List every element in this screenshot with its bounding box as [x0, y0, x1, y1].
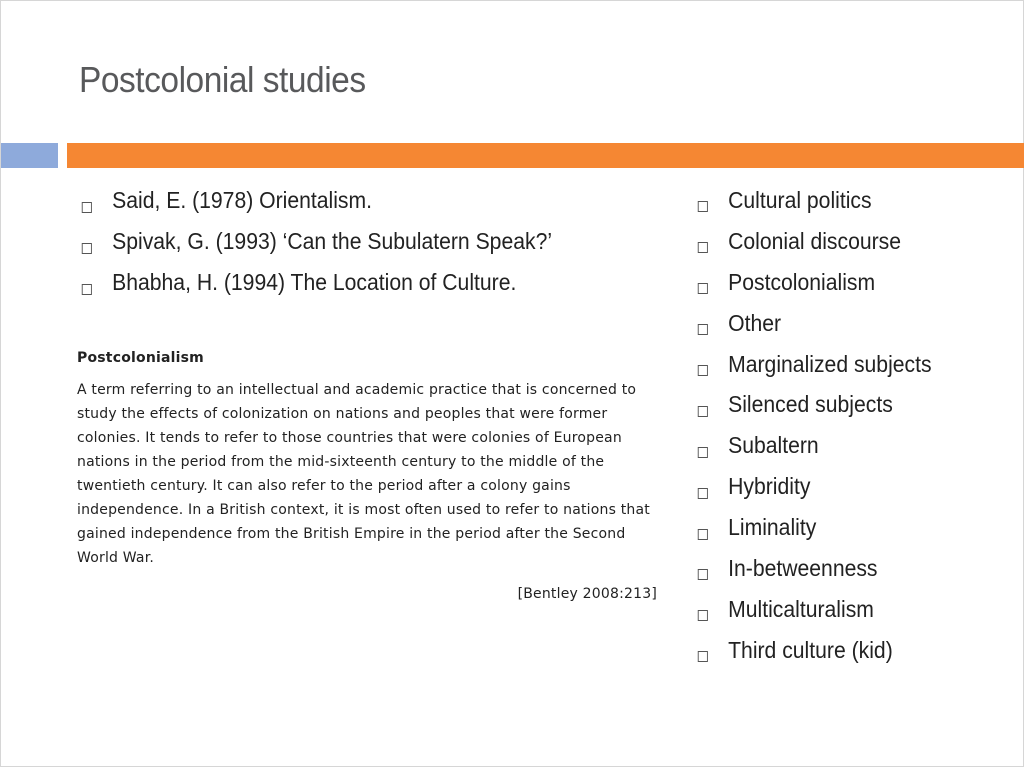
square-bullet-icon [698, 324, 708, 335]
term-item [695, 349, 932, 390]
term-item [695, 430, 932, 471]
term-text: Multicalturalism [728, 595, 874, 622]
reference-item [79, 267, 552, 308]
reference-item [79, 226, 552, 267]
term-list [695, 185, 952, 676]
term-text: Colonial discourse [728, 227, 902, 254]
square-bullet-icon [82, 284, 92, 295]
definition-heading: Postcolonialism [77, 350, 204, 366]
term-item [695, 553, 932, 594]
reference-text: Bhabha, H. (1994) The Location of Culture. [112, 269, 517, 295]
reference-text: Said, E. (1978) Orientalism. [112, 187, 373, 213]
reference-item [79, 185, 552, 226]
term-item [695, 389, 932, 430]
definition-block [77, 350, 661, 602]
square-bullet-icon [698, 569, 708, 580]
term-text: Silenced subjects [728, 391, 893, 418]
term-text: Subaltern [728, 432, 819, 459]
term-text: In-betweenness [728, 555, 878, 582]
term-item [695, 308, 932, 349]
square-bullet-icon [698, 488, 708, 499]
accent-bar-orange [67, 143, 1024, 168]
term-text: Postcolonialism [728, 268, 876, 295]
square-bullet-icon [698, 201, 708, 212]
square-bullet-icon [698, 406, 708, 417]
square-bullet-icon [698, 529, 708, 540]
term-text: Third culture (kid) [728, 636, 893, 663]
term-item [695, 635, 932, 676]
square-bullet-icon [698, 283, 708, 294]
accent-bar-blue [1, 143, 58, 168]
slide-title: Postcolonial studies [79, 59, 366, 100]
definition-body: A term referring to an intellectual and academic practice that is concerned to study the effects of colonization on nations and peoples that were former colonies. It tends to refer to those countries that were colonies of European nations in the period from the mid-sixteenth century to the middle of the twentieth century. It can also refer to the period after a colony gains independence. In a British context, it is most often used to refer to nations that gained independence from the British Empire in the period after the Second World War. [77, 382, 650, 566]
term-item [695, 267, 932, 308]
term-item [695, 594, 932, 635]
term-text: Hybridity [728, 473, 811, 500]
square-bullet-icon [82, 243, 92, 254]
square-bullet-icon [82, 202, 92, 213]
reference-text: Spivak, G. (1993) ‘Can the Subulatern Speak?’ [112, 228, 553, 254]
definition-source: [Bentley 2008:213] [517, 586, 657, 602]
term-text: Marginalized subjects [728, 350, 932, 377]
term-item [695, 512, 932, 553]
reference-list [79, 185, 593, 308]
square-bullet-icon [698, 610, 708, 621]
term-item [695, 471, 932, 512]
term-text: Other [728, 309, 782, 336]
term-text: Liminality [728, 514, 817, 541]
square-bullet-icon [698, 365, 708, 376]
term-item [695, 226, 932, 267]
term-text: Cultural politics [728, 187, 872, 213]
square-bullet-icon [698, 447, 708, 458]
term-item [695, 185, 932, 226]
square-bullet-icon [698, 242, 708, 253]
square-bullet-icon [698, 651, 708, 662]
